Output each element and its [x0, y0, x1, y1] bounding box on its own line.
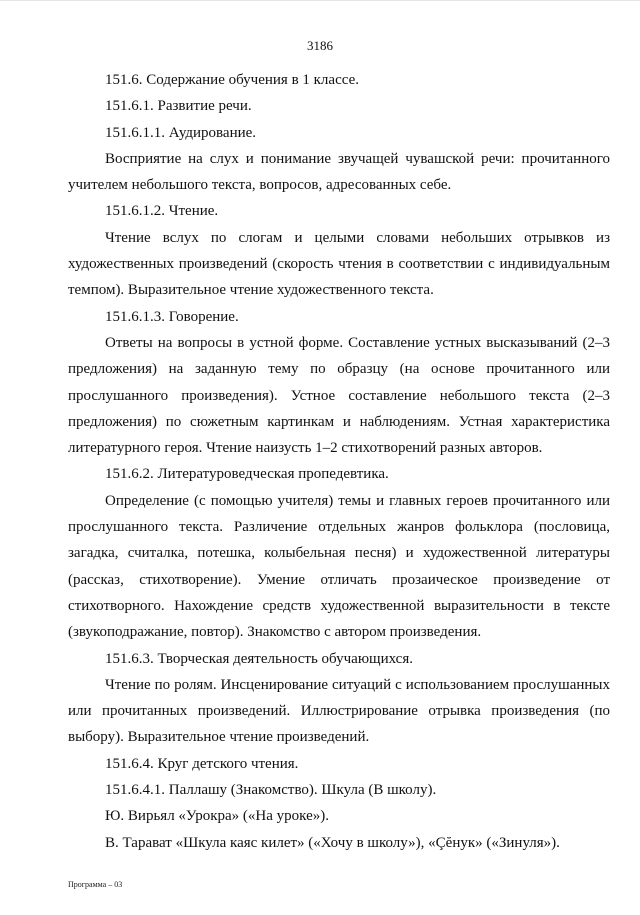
- paragraph-creative-activity: Чтение по ролям. Инсценирование ситуаций с использованием прослушанных или прочитанных произведений. Иллюстрирование отрывка произведения (по выбору). Выразительное чтение произведений.: [68, 676, 610, 746]
- reading-list-item: В. Тарават «Шкула каяс килет» («Хочу в школу»), «Çĕнук» («Зинуля»).: [105, 834, 560, 851]
- page-edge: [0, 0, 640, 1]
- paragraph-listening: Восприятие на слух и понимание звучащей чувашской речи: прочитанного учителем небольшого текста, вопросов, адресованных себе.: [68, 150, 610, 194]
- page-number: 3186: [307, 38, 333, 53]
- reading-list-item: Ю. Вирьял «Урокра» («На уроке»).: [105, 808, 329, 825]
- paragraph-speaking: Ответы на вопросы в устной форме. Составление устных высказываний (2–3 предложения) на заданную тему по образцу (на основе прочитанного или прослушанного произведения). Устное составление небольшого текста (2–3 предложения) по сюжетным картинкам и наблюдениям. Устная характеристика литературного героя. Чтение наизусть 1–2 стихотворений разных авторов.: [68, 334, 610, 457]
- paragraph-literary-propaedeutics: Определение (с помощью учителя) темы и главных героев прочитанного или прослушанного текста. Различение отдельных жанров фольклора (пословица, загадка, считалка, потешка, колыбельная песня) и художественной литературы (рассказ, стихотворение). Умение отличать прозаическое произведение от стихотворного. Нахождение средств художественной выразительности в тексте (звукоподражание, повтор). Знакомство с автором произведения.: [68, 492, 610, 641]
- heading-listening: 151.6.1.1. Аудирование.: [105, 124, 257, 141]
- heading-acquaintance: 151.6.4.1. Паллашу (Знакомство). Шкула (В школу).: [105, 782, 437, 799]
- heading-creative-activity: 151.6.3. Творческая деятельность обучающихся.: [105, 650, 413, 667]
- document-body: [68, 67, 610, 856]
- heading-section-151-6: 151.6. Содержание обучения в 1 классе.: [105, 72, 359, 88]
- heading-speech-development: 151.6.1. Развитие речи.: [105, 98, 252, 115]
- heading-reading-circle: 151.6.4. Круг детского чтения.: [105, 755, 299, 772]
- heading-literary-propaedeutics: 151.6.2. Литературоведческая пропедевтика.: [105, 466, 389, 483]
- heading-reading: 151.6.1.2. Чтение.: [105, 203, 219, 220]
- heading-speaking: 151.6.1.3. Говорение.: [105, 308, 239, 325]
- footer-program-label: Программа – 03: [68, 880, 123, 889]
- paragraph-reading: Чтение вслух по слогам и целыми словами небольших отрывков из художественных произведений (скорость чтения в соответствии с индивидуальным темпом). Выразительное чтение художественного текста.: [68, 229, 610, 299]
